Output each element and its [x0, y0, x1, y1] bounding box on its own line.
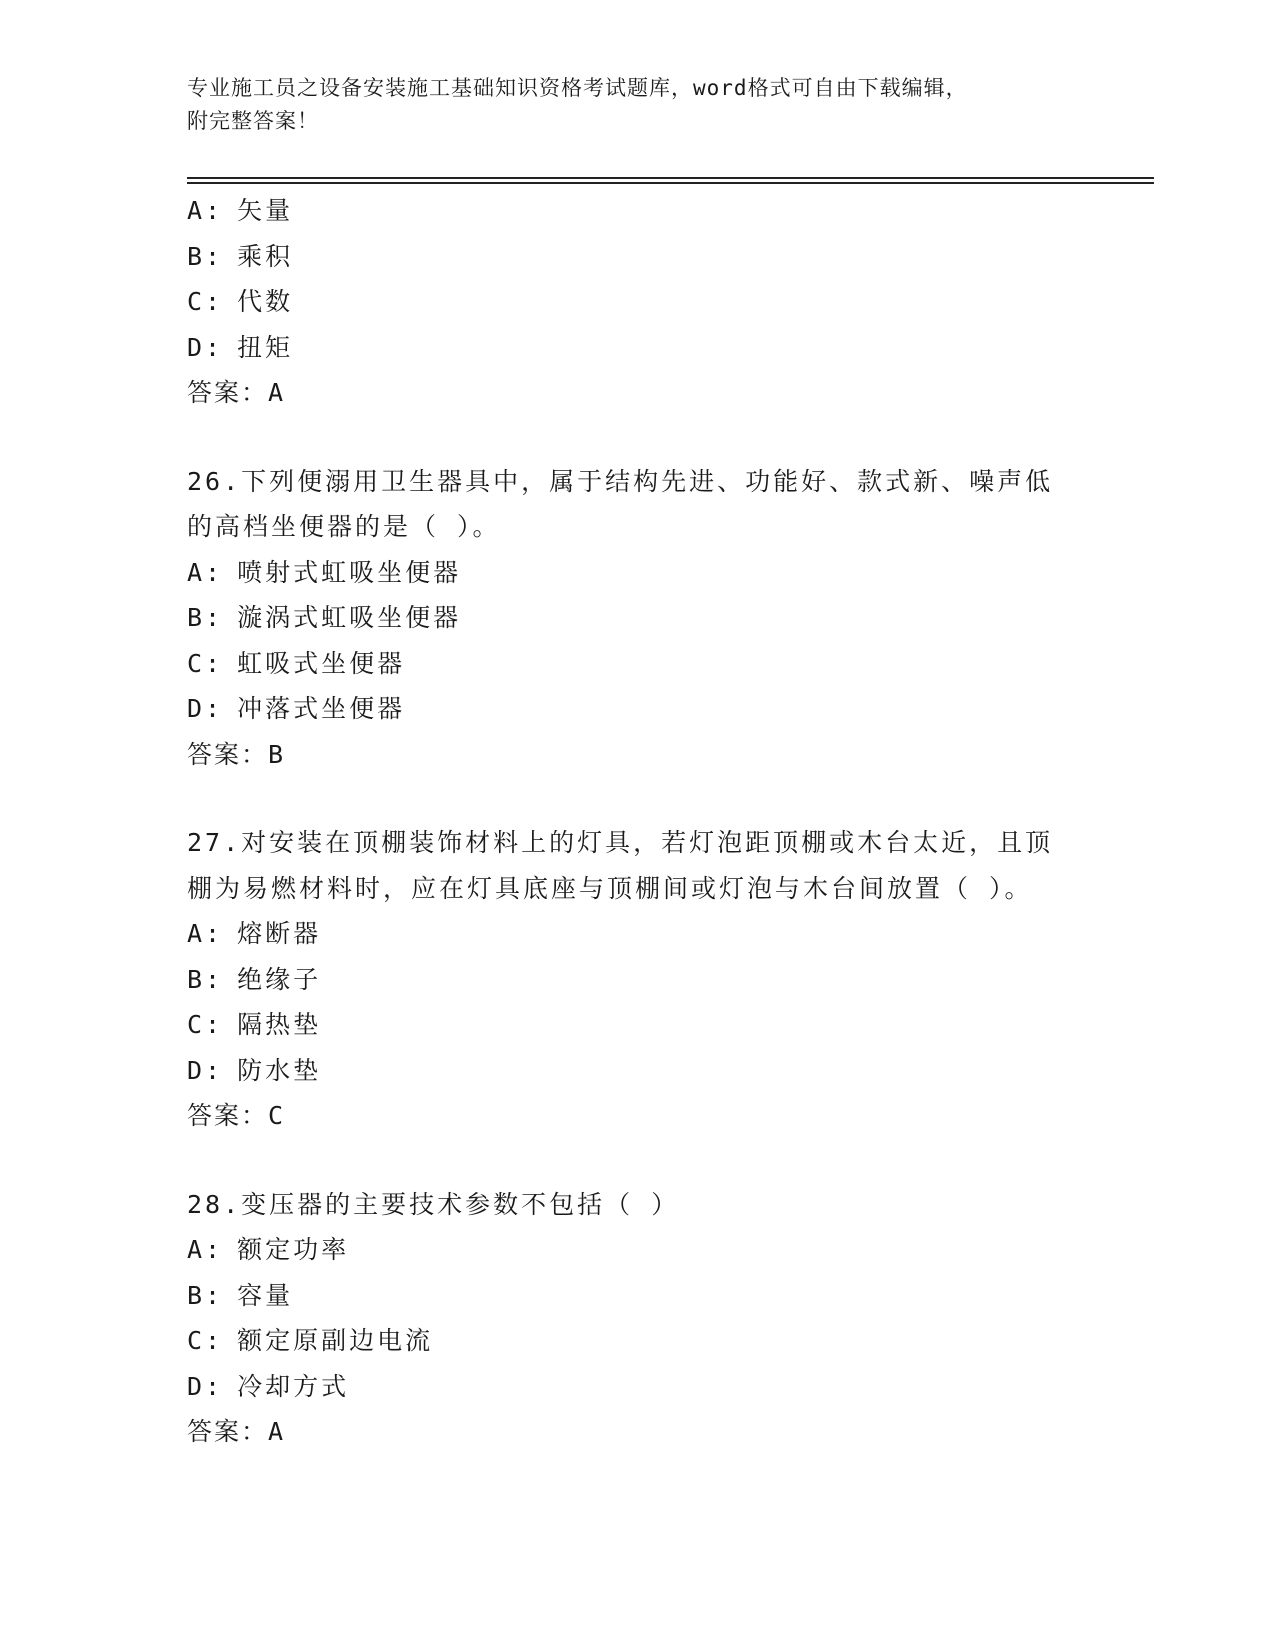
- option-text: 绝缘子: [237, 964, 322, 994]
- question-26: [187, 459, 1087, 778]
- question-stem: [187, 820, 1067, 911]
- option-d: [187, 1048, 1087, 1094]
- option-text: 喷射式虹吸坐便器: [237, 557, 462, 587]
- header-line-1: 专业施工员之设备安装施工基础知识资格考试题库，word格式可自由下载编辑，: [187, 76, 968, 100]
- option-label: B:: [187, 964, 224, 994]
- option-text: 额定功率: [237, 1235, 350, 1264]
- option-label: D:: [187, 1371, 224, 1401]
- option-text: 防水垫: [237, 1055, 322, 1085]
- option-d: [187, 325, 1087, 371]
- document-header: [187, 72, 1067, 138]
- option-text: 冲落式坐便器: [237, 694, 406, 723]
- option-b: [187, 595, 1087, 641]
- question-25: [187, 188, 1087, 416]
- option-text: 扭矩: [237, 332, 294, 362]
- option-a: [187, 911, 1087, 957]
- option-a: [187, 188, 1087, 234]
- answer: 答案：B: [187, 739, 286, 769]
- question-list: [187, 188, 1087, 1455]
- option-text: 乘积: [237, 241, 294, 271]
- option-label: A:: [187, 1235, 224, 1264]
- option-b: [187, 1273, 1087, 1319]
- option-label: B:: [187, 603, 224, 632]
- option-text: 隔热垫: [237, 1010, 322, 1039]
- question-stem-line-2: 的高档坐便器的是（ ）。: [187, 512, 501, 541]
- option-a: [187, 1227, 1087, 1273]
- option-text: 冷却方式: [237, 1371, 350, 1401]
- option-text: 虹吸式坐便器: [237, 648, 406, 678]
- option-label: D:: [187, 1055, 224, 1085]
- question-stem: [187, 1182, 1067, 1228]
- option-text: 容量: [237, 1280, 294, 1310]
- option-text: 矢量: [237, 196, 294, 225]
- option-d: [187, 686, 1087, 732]
- option-label: C:: [187, 1326, 224, 1355]
- option-label: A:: [187, 919, 224, 948]
- option-label: B:: [187, 241, 224, 271]
- answer: 答案：A: [187, 1417, 286, 1446]
- answer: 答案：C: [187, 1101, 286, 1130]
- option-label: D:: [187, 332, 224, 362]
- option-c: [187, 641, 1087, 687]
- option-label: B:: [187, 1280, 224, 1310]
- option-c: [187, 1002, 1087, 1048]
- answer: 答案：A: [187, 378, 286, 407]
- option-label: C:: [187, 648, 224, 678]
- header-line-2: 附完整答案！: [187, 109, 319, 133]
- question-stem-line-1: 26.下列便溺用卫生器具中，属于结构先进、功能好、款式新、噪声低: [187, 466, 1054, 496]
- option-text: 熔断器: [237, 919, 322, 948]
- header-divider-top: [187, 177, 1154, 179]
- question-stem-line-1: 28.变压器的主要技术参数不包括（ ）: [187, 1189, 680, 1219]
- question-stem-line-2: 棚为易燃材料时，应在灯具底座与顶棚间或灯泡与木台间放置（ ）。: [187, 873, 1033, 903]
- option-a: [187, 550, 1087, 596]
- option-c: [187, 279, 1087, 325]
- option-label: A:: [187, 557, 224, 587]
- question-27: [187, 820, 1087, 1139]
- option-label: A:: [187, 196, 224, 225]
- option-text: 代数: [237, 287, 294, 316]
- question-28: [187, 1182, 1087, 1455]
- option-text: 额定原副边电流: [237, 1326, 434, 1355]
- header-divider-bottom: [187, 182, 1154, 184]
- option-b: [187, 957, 1087, 1003]
- question-stem: [187, 459, 1067, 550]
- option-label: D:: [187, 694, 224, 723]
- option-label: C:: [187, 287, 224, 316]
- option-text: 漩涡式虹吸坐便器: [237, 603, 462, 632]
- option-b: [187, 234, 1087, 280]
- option-d: [187, 1364, 1087, 1410]
- option-c: [187, 1318, 1087, 1364]
- option-label: C:: [187, 1010, 224, 1039]
- question-stem-line-1: 27.对安装在顶棚装饰材料上的灯具，若灯泡距顶棚或木台太近，且顶: [187, 828, 1054, 857]
